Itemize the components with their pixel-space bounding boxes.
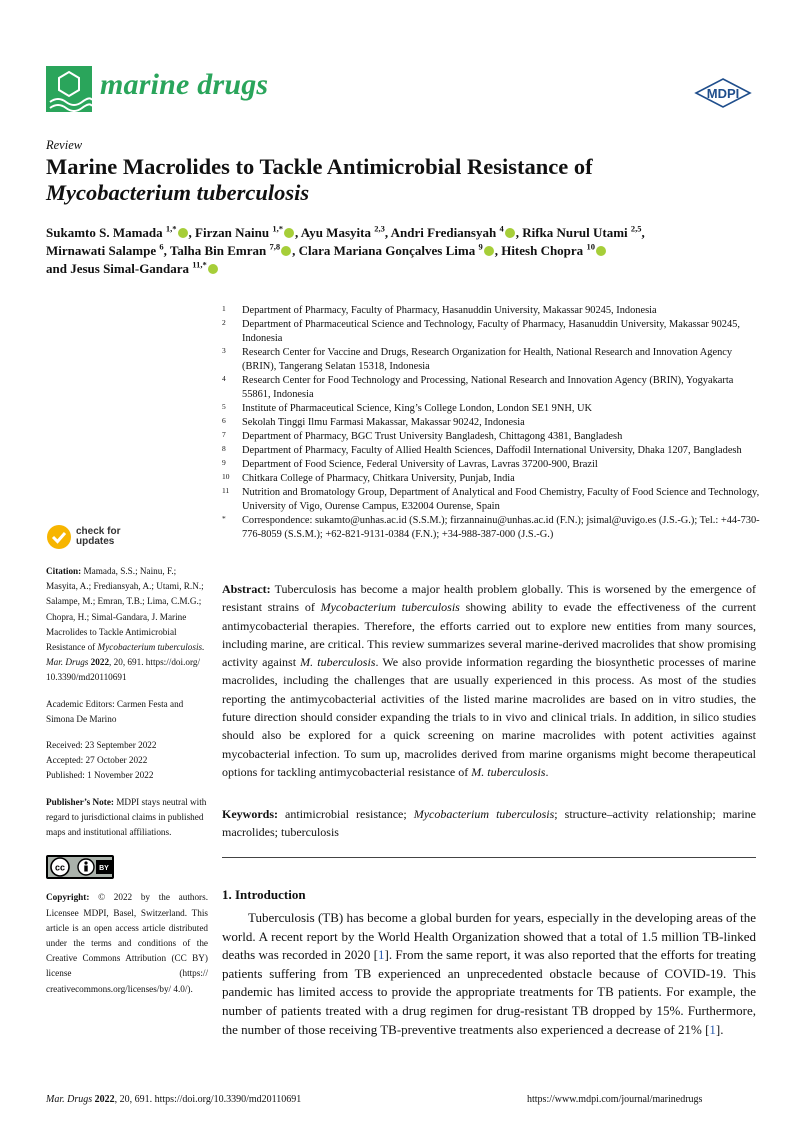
affiliation-text: Institute of Pharmaceutical Science, King’s College London, London SE1 9NH, UK (242, 403, 593, 414)
author-name: Mirnawati Salampe (46, 243, 157, 258)
affiliation-text: Research Center for Food Technology and Processing, National Research and Innovation Agency (BRIN), Yogyakarta 55861, Indonesia (242, 375, 734, 400)
abstract-italic-2: M. tuberculosis (300, 655, 376, 670)
affiliation-text: Department of Food Science, Federal University of Lavras, Lavras 37200-900, Brazil (242, 459, 598, 470)
orcid-icon[interactable] (596, 246, 606, 256)
section-divider (222, 857, 756, 858)
author-affiliation-sup: 1,* (272, 223, 283, 234)
affiliation-item (222, 416, 762, 430)
abstract-italic-1: Mycobacterium tuberculosis (320, 600, 460, 615)
orcid-icon[interactable] (178, 228, 188, 238)
affiliation-item (222, 514, 762, 542)
affiliation-item (222, 402, 762, 416)
author-affiliation-sup: 7,8 (269, 241, 281, 252)
orcid-icon[interactable] (281, 246, 291, 256)
affiliation-text: Chitkara College of Pharmacy, Chitkara University, Punjab, India (242, 473, 515, 484)
keywords (222, 805, 756, 842)
affiliations (222, 304, 762, 542)
author-affiliation-sup: 6 (159, 241, 164, 252)
abstract-italic-3: M. tuberculosis (471, 764, 546, 779)
journal-name[interactable]: marine drugs (100, 68, 269, 101)
footer-citation (46, 1094, 301, 1105)
citation (46, 564, 208, 686)
author-separator: , (384, 225, 391, 240)
author-affiliation-sup: 2,3 (374, 223, 385, 234)
keywords-text-2: ; structure–activity relationship; marine macrolides; tuberculosis (222, 807, 757, 840)
footer-rest: , 20, 691. https://doi.org/10.3390/md20110691 (114, 1094, 302, 1105)
mdpi-logo[interactable] (694, 78, 752, 108)
author-separator: , (641, 225, 645, 240)
article-type: Review (46, 138, 83, 152)
affiliation-text: Correspondence: sukamto@unhas.ac.id (S.S.M.); firzannainu@unhas.ac.id (F.N.); jsimal@uvigo.es (J.S.-G.); Tel.: +44-730-776-8059 (S.S.M.); +62-821-9131-0384 (F.N.); +34-988-387-000 (J.S.-G.) (242, 515, 760, 540)
affiliation-number: * (222, 514, 226, 523)
abstract-label: Abstract: (222, 582, 271, 596)
svg-text:cc: cc (54, 862, 66, 873)
publisher-note-label: Publisher’s Note: (46, 796, 114, 807)
affiliation-text: Department of Pharmacy, Faculty of Allied Health Sciences, Daffodil International University, Dhaka 1207, Bangladesh (242, 445, 742, 456)
affiliation-number: 5 (222, 402, 226, 411)
citation-text1: Mamada, S.S.; Nainu, F.; Masyita, A.; Frediansyah, A.; Utami, R.N.; Salampe, M.; Emran, T.B.; Lima, C.M.G.; Chopra, H.; Simal-Gandara, J. Marine Macrolides to Tackle Antimicrobial Resistance of (46, 566, 204, 653)
author-separator: , (188, 225, 196, 240)
author-name: Clara Mariana Gonçalves Lima (298, 243, 476, 258)
title-part2: Mycobacterium tuberculosis (46, 180, 310, 205)
author-list (46, 224, 756, 278)
publisher-note-text: MDPI stays neutral with regard to jurisdictional claims in published maps and institutional affiliations. (46, 796, 207, 838)
abstract-text-1: Tuberculosis has become a major health problem globally. This is worsened by the emergence of resistant strains of (222, 582, 756, 615)
article-title (46, 154, 756, 206)
affiliation-text: Sekolah Tinggi Ilmu Farmasi Makassar, Makassar 90242, Indonesia (242, 417, 525, 428)
author-affiliation-sup: 4 (499, 223, 504, 234)
publisher-note (46, 795, 208, 841)
affiliation-text: Department of Pharmacy, Faculty of Pharmacy, Hasanuddin University, Makassar 90245, Indonesia (242, 305, 657, 316)
author-separator: , (163, 243, 170, 258)
citation-text2: , 20, 691. https://doi.org/ 10.3390/md20110691 (46, 657, 200, 683)
affiliation-text: Department of Pharmacy, BGC Trust University Bangladesh, Chittagong 4381, Bangladesh (242, 431, 623, 442)
received-date: Received: 23 September 2022 (46, 740, 157, 751)
author-separator: , (515, 225, 523, 240)
marine-drugs-logo-icon (46, 66, 92, 112)
keywords-label: Keywords: (222, 807, 278, 821)
published-date: Published: 1 November 2022 (46, 770, 154, 781)
orcid-icon[interactable] (505, 228, 515, 238)
author-name: and Jesus Simal-Gandara (46, 261, 190, 276)
affiliation-number: 7 (222, 430, 226, 439)
affiliation-number: 4 (222, 374, 226, 383)
author-name: Talha Bin Emran (169, 243, 267, 258)
author-affiliation-sup: 2,5 (630, 223, 642, 234)
author-separator: , (292, 243, 299, 258)
orcid-icon[interactable] (208, 264, 218, 274)
citation-link-2[interactable]: 1 (709, 1021, 716, 1037)
author-affiliation-sup: 10 (586, 241, 595, 252)
copyright (46, 890, 208, 996)
abstract-text-2: showing ability to evade the effectiveness of the current antimycobacterial therapies. Therefore, the efforts carried out to explore new entities from many sources, including marine, are critical. This review summarizes several marine-derived macrolides that show promising activity against (222, 600, 756, 670)
author-name: Hitesh Chopra (501, 243, 584, 258)
title-part1: Marine Macrolides to Tackle Antimicrobial Resistance of (46, 154, 593, 179)
affiliation-item (222, 318, 762, 346)
intro-text-2: ]. From the same report, it was also reported that the efforts for treating patients suffering from TB experienced an unprecedented obstacle because of COVID-19. This pandemic has limited access to provide the appropriate treatments for TB patients. For example, the number of patients treated with a drug regimen for drug-resistant TB dropped by 15%. Furthermore, the number of those receiving TB-preventive treatments also experienced a decrease of 21% [ (222, 947, 756, 1037)
footer-journal-url[interactable]: https://www.mdpi.com/journal/marinedrugs (527, 1094, 703, 1105)
author-name: Andri Frediansyah (390, 225, 497, 240)
intro-text-3: ]. (715, 1021, 724, 1037)
affiliation-item (222, 444, 762, 458)
affiliation-text: Department of Pharmaceutical Science and Technology, Faculty of Pharmacy, Hasanuddin University, Makassar 90245, Indonesia (242, 319, 740, 344)
intro-text-1: Tuberculosis (TB) has become a global burden for years, especially in the developing areas of the world. A recent report by the World Health Organization showed that a total of 1.5 million TB-linked deaths was recorded in 2020 [ (222, 910, 756, 963)
cc-by-license-icon[interactable] (46, 855, 114, 879)
orcid-icon[interactable] (284, 228, 294, 238)
keywords-italic: Mycobacterium tuberculosis (413, 807, 555, 821)
copyright-label: Copyright: (46, 892, 90, 903)
abstract (222, 580, 756, 781)
affiliation-number: 11 (222, 486, 230, 495)
citation-year: 2022 (90, 657, 110, 668)
affiliation-item (222, 346, 762, 374)
affiliation-item (222, 304, 762, 318)
affiliation-number: 10 (222, 472, 230, 481)
affiliation-item (222, 486, 762, 514)
affiliation-number: 6 (222, 416, 226, 425)
author-affiliation-sup: 9 (478, 241, 483, 252)
abstract-text-3: . We also provide information regarding the biosynthetic processes of marine macrolides, including the challenges that are usually experienced in this process. As most of the studies reporting the antimycobacterial activities of the listed marine macrolides are based on in vitro studies, the future direction should consider expanding the trials to in vivo and clinical trials. In addition, in silico studies should also be explored for a quick screening on marine macrolides with potent activities against mycobacterial infection. To sum up, macrolides derived from marine organisms might become therapeutical options for tackling antimycobacterial resistance of (222, 655, 757, 779)
author-name: Firzan Nainu (195, 225, 270, 240)
academic-editors: Academic Editors: Carmen Festa and Simona De Marino (46, 698, 184, 724)
author-name: Sukamto S. Mamada (46, 225, 163, 240)
author-separator: , (294, 225, 301, 240)
affiliation-number: 8 (222, 444, 226, 453)
abstract-text-4: . (545, 764, 549, 779)
keywords-text-1: antimicrobial resistance; (278, 807, 414, 821)
check-for-updates-button[interactable] (46, 524, 208, 550)
author-name: Rifka Nurul Utami (522, 225, 628, 240)
sidebar (46, 524, 208, 997)
affiliation-item (222, 458, 762, 472)
affiliation-item (222, 430, 762, 444)
affiliation-number: 3 (222, 346, 226, 355)
affiliation-number: 2 (222, 318, 226, 327)
check-updates-line1: check for (76, 526, 121, 537)
cc-badge-label: BY (99, 865, 109, 873)
check-updates-line2: updates (76, 536, 115, 547)
author-name: Ayu Masyita (300, 225, 371, 240)
author-separator: , (494, 243, 502, 258)
accepted-date: Accepted: 27 October 2022 (46, 755, 148, 766)
affiliation-number: 1 (222, 304, 226, 313)
citation-italic: Mycobacterium tuberculosis. Mar. Drugs (46, 642, 205, 668)
copyright-text: © 2022 by the authors. Licensee MDPI, Basel, Switzerland. This article is an open access article distributed under the terms and conditions of the Creative Commons Attribution (CC BY) license (https:// creativecommons.org/licenses/by/ 4.0/). (46, 892, 208, 994)
footer-year: 2022 (94, 1094, 115, 1105)
affiliation-text: Nutrition and Bromatology Group, Department of Analytical and Food Chemistry, Faculty of Food Science and Technology, University of Vigo, Ourense Campus, E32004 Ourense, Spain (242, 487, 760, 512)
author-affiliation-sup: 1,* (165, 223, 177, 234)
affiliation-item (222, 374, 762, 402)
author-affiliation-sup: 11,* (192, 259, 207, 270)
affiliation-item (222, 472, 762, 486)
affiliation-text: Research Center for Vaccine and Drugs, Research Organization for Health, National Research and Innovation Agency (BRIN), Tangerang Selatan 15318, Indonesia (242, 347, 733, 372)
orcid-icon[interactable] (484, 246, 494, 256)
introduction-paragraph (222, 909, 756, 1039)
affiliation-number: 9 (222, 458, 226, 467)
footer-journal: Mar. Drugs (46, 1094, 93, 1105)
citation-link-1[interactable]: 1 (377, 947, 385, 963)
introduction-heading: 1. Introduction (222, 887, 306, 902)
citation-label: Citation: (46, 566, 82, 576)
mdpi-logo-text: MDPI (706, 86, 740, 101)
check-updates-icon (46, 524, 72, 550)
